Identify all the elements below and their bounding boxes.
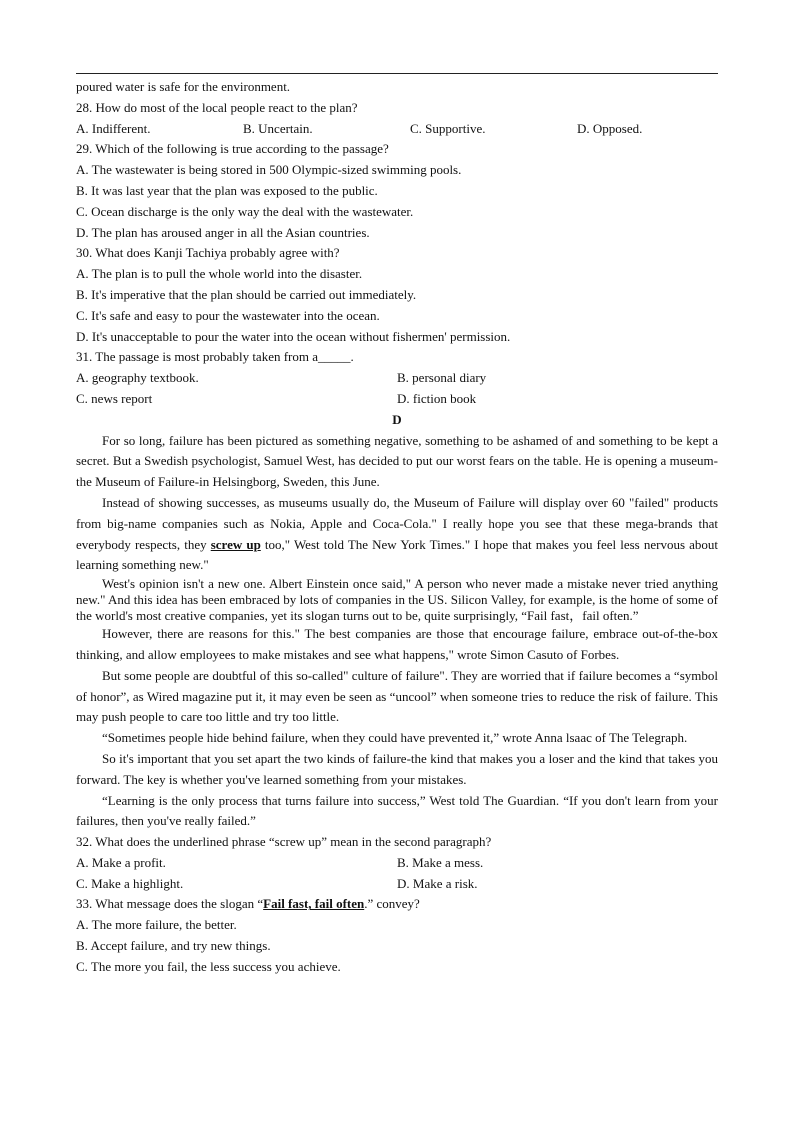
option-b[interactable]: B. Accept failure, and try new things. [76, 938, 271, 954]
option-c[interactable]: C. Make a highlight. [76, 875, 184, 891]
option-c[interactable]: C. The more you fail, the less success you achieve. [76, 958, 341, 974]
option-c[interactable]: C. It's safe and easy to pour the wastewater into the ocean. [76, 307, 380, 323]
passage-paragraph-8: “Learning is the only process that turns failure into success,” West told The Guardian. “If you don't learn from your failures, then you've really failed.” [76, 792, 718, 829]
question-options-row-2 [76, 874, 718, 895]
question-options-row-1 [76, 368, 718, 389]
question-stem: 28. How do most of the local people react to the plan? [76, 99, 358, 115]
question-stem: 32. What does the underlined phrase “screw up” mean in the second paragraph? [76, 834, 492, 850]
option-d[interactable]: D. Make a risk. [397, 875, 478, 891]
page-content [76, 77, 718, 978]
option-b[interactable]: B. personal diary [397, 370, 487, 386]
passage-paragraph-3: West's opinion isn't a new one. Albert Einstein once said," A person who never made a mistake never tried anything new." And this idea has been embraced by lots of companies in the US. Silicon Valley, for example, is the home of some of the world's most creative companies, yet its slogan turns out to be, quite surprisingly, “Fail fast，fail often.” [76, 576, 718, 624]
option-d[interactable]: D. Opposed. [577, 120, 643, 136]
passage-paragraph-1: For so long, failure has been pictured as something negative, something to be ashamed of and something to be kept a secret. But a Swedish psychologist, Samuel West, has decided to put our worst fears on the table. He is opening a museum-the Museum of Failure-in Helsingborg, Sweden, this June. [76, 432, 718, 490]
question-options-row-2 [76, 389, 718, 410]
underlined-phrase: screw up [210, 536, 261, 552]
option-c[interactable]: C. Ocean discharge is the only way the deal with the wastewater. [76, 203, 414, 219]
option-a[interactable]: A. The more failure, the better. [76, 917, 237, 933]
question-29 [76, 139, 718, 243]
stem-text: 33. What message does the slogan “ [76, 896, 264, 912]
option-a[interactable]: A. Indifferent. [76, 120, 151, 136]
option-b[interactable]: B. Make a mess. [397, 854, 484, 870]
question-stem: 30. What does Kanji Tachiya probably agree with? [76, 245, 340, 261]
option-c[interactable]: C. Supportive. [410, 120, 486, 136]
option-d[interactable]: D. The plan has aroused anger in all the Asian countries. [76, 224, 370, 240]
passage-paragraph-7: So it's important that you set apart the two kinds of failure-the kind that makes you a loser and the kind that takes you forward. The key is whether you've learned something from your mistakes. [76, 750, 718, 787]
section-heading: D [392, 411, 402, 427]
paragraph-text: Instead of showing successes, as museums usually do, the Museum of Failure will display over 60 "failed" products from big-name companies such as Nokia, Apple and Coca-Cola." I really hope you see that these mega-brands that everybody respects, they [76, 494, 718, 552]
underlined-slogan: Fail fast, fail often [263, 896, 365, 912]
passage-paragraph-6: “Sometimes people hide behind failure, when they could have prevented it,” wrote Anna lsaac of The Telegraph. [102, 730, 688, 746]
passage-paragraph-5: But some people are doubtful of this so-called" culture of failure". They are worried that if failure becomes a “symbol of honor”, as Wired magazine put it, it may even be seen as “uncool” when someone tries to reduce the risk of failure. This may push people to care too little and try too little. [76, 667, 718, 725]
stem-text: .” convey? [364, 896, 420, 912]
reading-passage [76, 431, 718, 833]
option-d[interactable]: D. It's unacceptable to pour the water into the ocean without fishermen' permission. [76, 328, 511, 344]
option-a[interactable]: A. geography textbook. [76, 370, 199, 386]
header-rule [76, 73, 718, 74]
passage-paragraph-2 [76, 493, 718, 576]
question-stem [76, 894, 718, 915]
option-a[interactable]: A. The plan is to pull the whole world into the disaster. [76, 266, 363, 282]
question-33 [76, 894, 718, 977]
question-28 [76, 98, 718, 140]
question-30 [76, 243, 718, 347]
option-b[interactable]: B. It's imperative that the plan should be carried out immediately. [76, 286, 417, 302]
option-c[interactable]: C. news report [76, 390, 153, 406]
previous-question-fragment: poured water is safe for the environment. [76, 79, 291, 94]
passage-paragraph-4: However, there are reasons for this." The best companies are those that encourage failure, embrace out-of-the-box thinking, and allow employees to make mistakes and see what happens," wrote Simon Casuto of Forbes. [76, 626, 718, 662]
question-31 [76, 347, 718, 409]
question-stem: 31. The passage is most probably taken from a_____. [76, 349, 354, 365]
question-32 [76, 832, 718, 894]
option-b[interactable]: B. Uncertain. [243, 120, 313, 136]
question-options-row-1 [76, 853, 718, 874]
paragraph-text: too," West told The New York Times." I hope that makes you feel less nervous about learning something new." [76, 536, 719, 573]
option-d[interactable]: D. fiction book [397, 390, 477, 406]
question-stem: 29. Which of the following is true according to the passage? [76, 141, 389, 157]
option-a[interactable]: A. The wastewater is being stored in 500 Olympic-sized swimming pools. [76, 162, 462, 178]
option-b[interactable]: B. It was last year that the plan was exposed to the public. [76, 182, 378, 198]
question-options [76, 119, 718, 140]
option-a[interactable]: A. Make a profit. [76, 854, 166, 870]
